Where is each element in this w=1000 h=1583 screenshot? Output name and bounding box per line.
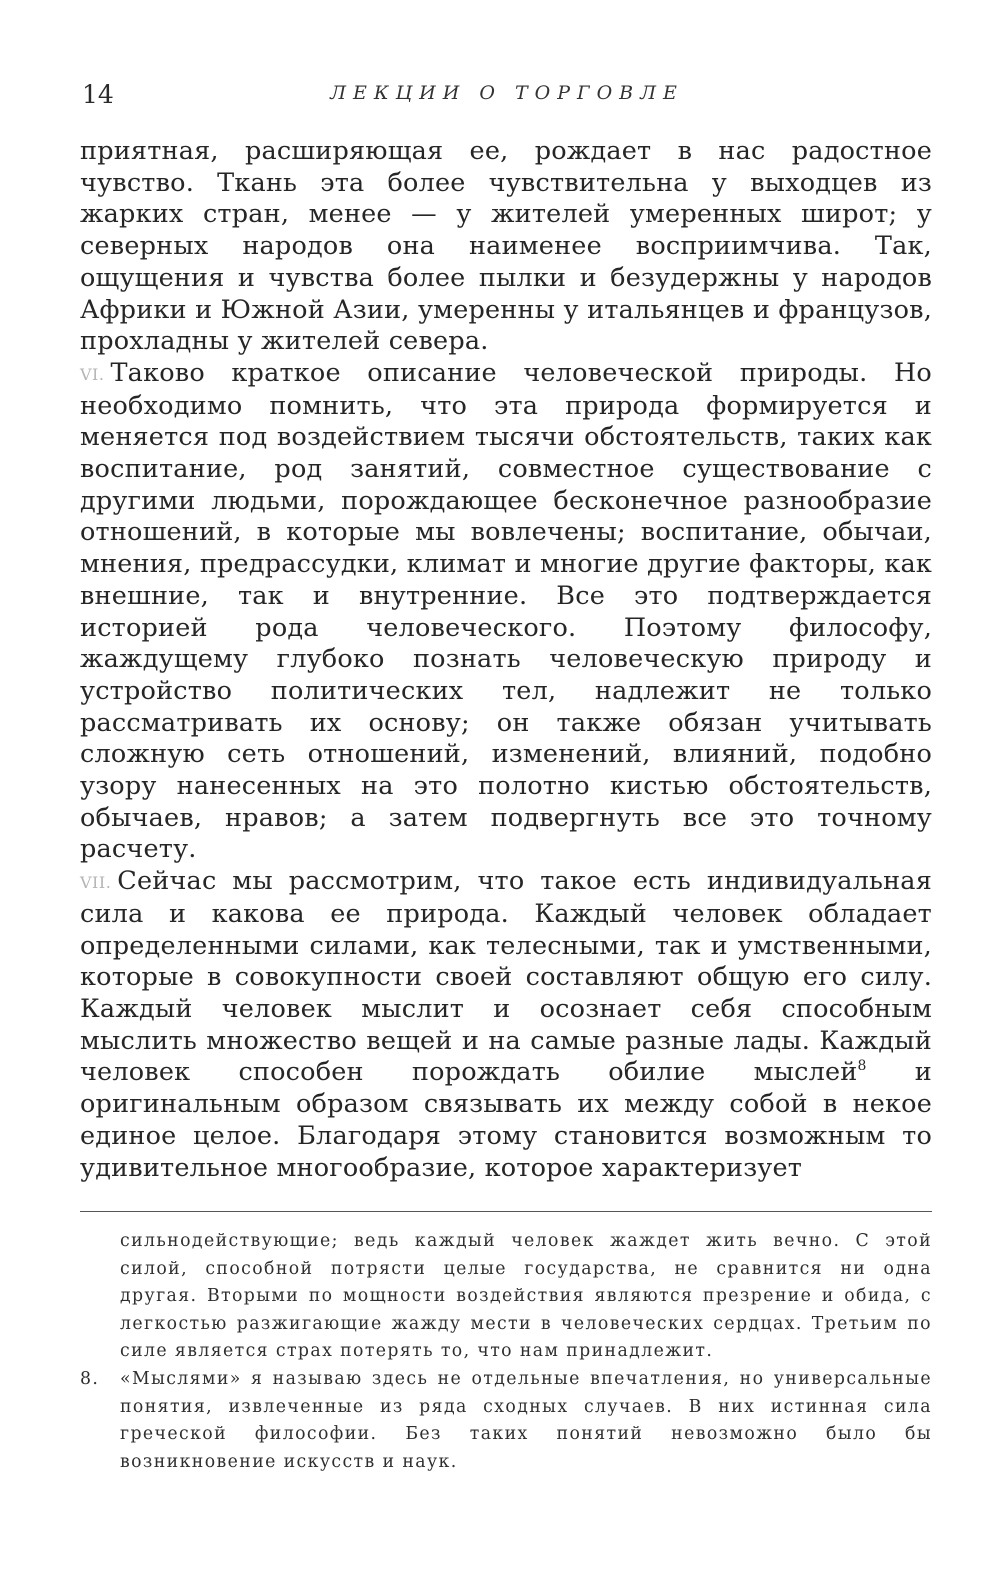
section-number-vii: VII.: [80, 873, 112, 893]
paragraph-section-vii-text-end: и оригинальным образом связывать их между собой в некое единое целое. Благодаря этому становится возможным то удивительное многообразие, которое характеризует: [80, 1057, 932, 1183]
paragraph-section-vii-text-start: Сейчас мы рассмотрим, что такое есть индивидуальная сила и какова ее природа. Каждый человек обладает определенными силами, как телесными, так и умственными, которые в совокупности своей составляют общую его силу. Каждый человек мыслит и осознает себя способным мыслить множество вещей и на самые разные лады. Каждый человек способен порождать обилие мыслей: [80, 866, 932, 1088]
footnote-continued: [80, 1228, 932, 1366]
footnotes: [80, 1228, 932, 1476]
section-number-vi: VI.: [80, 364, 105, 384]
footnote-continued-text: сильнодействующие; ведь каждый человек жаждет жить вечно. С этой силой, способной потрясти целые государства, не сравнится ни одна другая. Вторыми по мощности воздействия являются презрение и обида, с легкостью разжигающие жажду мести в человеческих сердцах. Третьим по силе является страх потерять то, что нам принадлежит.: [120, 1231, 932, 1362]
footnote-8: [80, 1366, 932, 1476]
main-text: [80, 136, 932, 1184]
footnote-divider: [80, 1211, 932, 1212]
footnote-8-text: «Мыслями» я называю здесь не отдельные впечатления, но универсальные понятия, извлеченные из ряда сходных случаев. В них истинная сила греческой философии. Без таких понятий невозможно было бы возникновение искусств и наук.: [120, 1368, 932, 1472]
page-number: 14: [82, 80, 114, 109]
footnote-reference[interactable]: 8: [857, 1058, 867, 1075]
running-head: [82, 80, 932, 112]
paragraph-section-vi-text: Таково краткое описание человеческой природы. Но необходимо помнить, что эта природа формируется и меняется под воздействием тысячи обстоятельств, таких как воспитание, род занятий, совместное существование с другими людьми, порождающее бесконечное разнообразие отношений, в которые мы вовлечены; воспитание, обычаи, мнения, предрассудки, климат и многие другие факторы, как внешние, так и внутренние. Все это подтверждается историей рода человеческого. Поэтому философу, жаждущему глубоко познать человеческую природу и устройство политических тел, надлежит не только рассматривать их основу; он также обязан учитывать сложную сеть отношений, изменений, влияний, подобно узору нанесенных на это полотно кистью обстоятельств, обычаев, нравов; а затем подвергнуть все это точному расчету.: [80, 357, 932, 865]
paragraph-section-vii: [80, 866, 932, 1184]
paragraph-continued: приятная, расширяющая ее, рождает в нас радостное чувство. Ткань эта более чувствительна у выходцев из жарких стран, менее — у жителей умеренных широт; у северных народов она наименее восприимчива. Так, ощущения и чувства более пылки и безудержны у народов Африки и Южной Азии, умеренны у итальянцев и французов, прохладны у жителей севера.: [80, 136, 932, 357]
running-title: ЛЕКЦИИ О ТОРГОВЛЕ: [330, 82, 684, 104]
footnote-8-marker: 8.: [80, 1368, 100, 1389]
paragraph-section-vi: [80, 358, 932, 866]
